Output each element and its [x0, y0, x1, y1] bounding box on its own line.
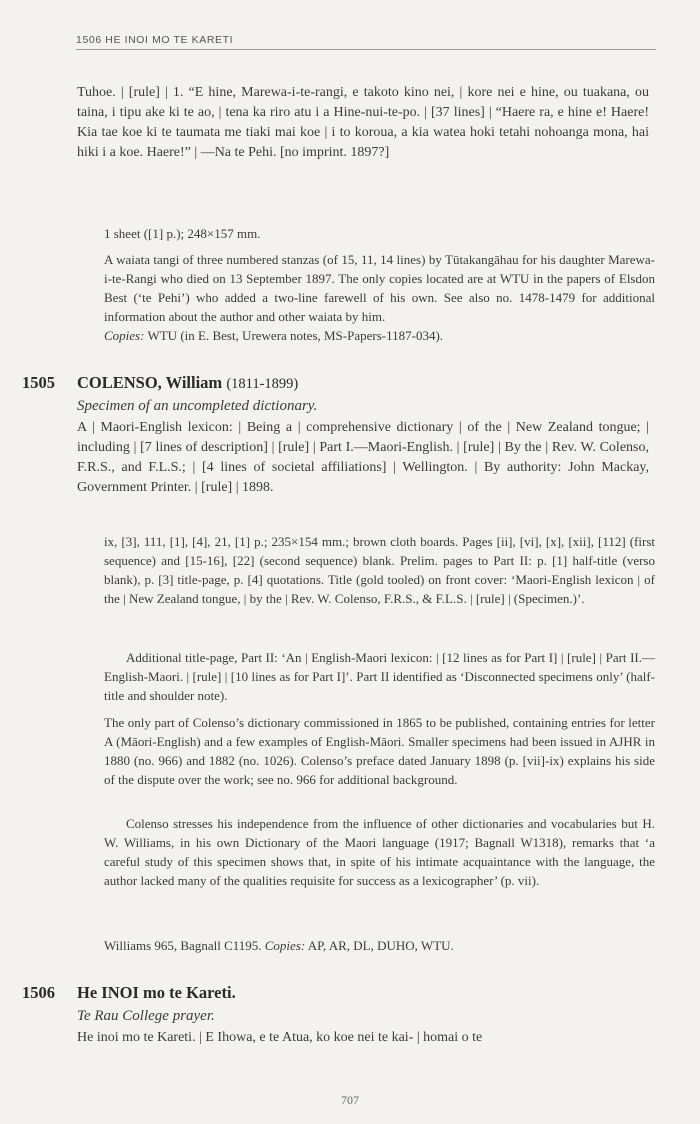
- entry-subtitle-1506: Te Rau College prayer.: [77, 1008, 215, 1024]
- collation2-1505: Additional title-page, Part II: ‘An | English-Maori lexicon: | [12 lines as for Part I] | [rule] | Part II.—English-Maori. | [rule] | [10 lines as for Part I]’. Part II identified as ‘Disconnected specimens only’ (half-title and shoulder note).: [104, 650, 655, 703]
- entry-dates: (1811-1899): [226, 376, 299, 392]
- running-head: 1506 HE INOI MO TE KARETI: [76, 34, 656, 50]
- entry-number-1506: 1506: [22, 983, 55, 1002]
- entry-title: He INOI mo te Kareti.: [77, 983, 236, 1002]
- copies-label: Copies:: [264, 938, 306, 953]
- copies-value: AP, AR, DL, DUHO, WTU.: [307, 938, 454, 953]
- entry-number-1505: 1505: [22, 373, 55, 392]
- transcription-1506: He inoi mo te Kareti. | E Ihowa, e te Atua, ko koe nei te kai- | homai o te: [77, 1030, 483, 1045]
- copies-value: WTU (in E. Best, Urewera notes, MS-Papers-1187-034).: [147, 328, 444, 343]
- entry-author: COLENSO, William: [77, 373, 223, 392]
- collation-1505: ix, [3], 111, [1], [4], 21, [1] p.; 235×154 mm.; brown cloth boards. Pages [ii], [vi], [x], [xii], [112] (first sequence) and [15-16], [22] (second sequence) blank. Prelim. pages to Part II: p. [1] half-title (verso blank), p. [3] title-page, p. [4] quotations. Title (gold tooled) on front cover: ‘Maori-English lexicon | of the | New Zealand tongue, | by the | Rev. W. Colenso, F.R.S., & F.L.S. | [rule] | (Specimen.)’.: [104, 534, 655, 606]
- transcription-continued: Tuhoe. | [rule] | 1. “E hine, Marewa-i-te-rangi, e takoto kino nei, | kore nei e hine, ou tuakana, ou taina, i tipu ake ki te ao, | tena ka riro atu i a Hine-nui-te-po. | [37 lines] | “Haere ra, e hine e! Haere! Kia tae koe ki te taumata me tiaki mai koe | i to koroua, a kia watea hoki tetahi nohoanga mona, hai hiki i a koe. Haere!” | —Na te Pehi. [no imprint. 1897?]: [77, 85, 649, 160]
- note1-1505: The only part of Colenso’s dictionary commissioned in 1865 to be published, containing entries for letter A (Māori-English) and a few examples of English-Māori. Smaller specimens had been issued in AJHR in 1880 (no. 966) and 1882 (no. 1026). Colenso’s preface dated January 1898 (p. [vii]-ix) explains his side of the dispute over the work; see no. 966 for additional background.: [104, 715, 655, 787]
- page-number: 707: [341, 1093, 359, 1107]
- entry-title-1505: Specimen of an uncompleted dictionary.: [77, 398, 318, 414]
- refs-line-1505: [104, 936, 655, 955]
- transcription-1505: A | Maori-English lexicon: | Being a | comprehensive dictionary | of the | New Zealand tongue; | including | [7 lines of description] | [rule] | Part I.—Maori-English. | [rule] | By the | Rev. W. Colenso, F.R.S., and F.L.S.; | [4 lines of societal affiliations] | Wellington. | By authority: John Mackay, Government Printer. | [rule] | 1898.: [77, 420, 649, 495]
- refs: Williams 965, Bagnall C1195.: [104, 938, 262, 953]
- entry-heading-1505: [77, 372, 298, 395]
- copies-line: [104, 326, 655, 345]
- entry-heading-1506: [77, 982, 236, 1004]
- note2-1505: Colenso stresses his independence from the influence of other dictionaries and vocabularies but H. W. Williams, in his own Dictionary of the Maori language (1917; Bagnall W1318), remarks that ‘a careful study of this specimen shows that, in spite of his intimate acquaintance with the language, the author lacked many of the qualities requisite for success as a lexicographer’ (p. vii).: [104, 816, 655, 888]
- collation-continued: 1 sheet ([1] p.); 248×157 mm.: [104, 226, 261, 241]
- copies-label: Copies:: [104, 328, 145, 343]
- note-continued: A waiata tangi of three numbered stanzas (of 15, 11, 14 lines) by Tūtakangāhau for his daughter Marewa-i-te-Rangi who died on 13 September 1897. The only copies located are at WTU in the papers of Elsdon Best (‘te Pehi’) who added a two-line farewell of his own. See also no. 1478-1479 for additional information about the author and other waiata by him.: [104, 252, 655, 324]
